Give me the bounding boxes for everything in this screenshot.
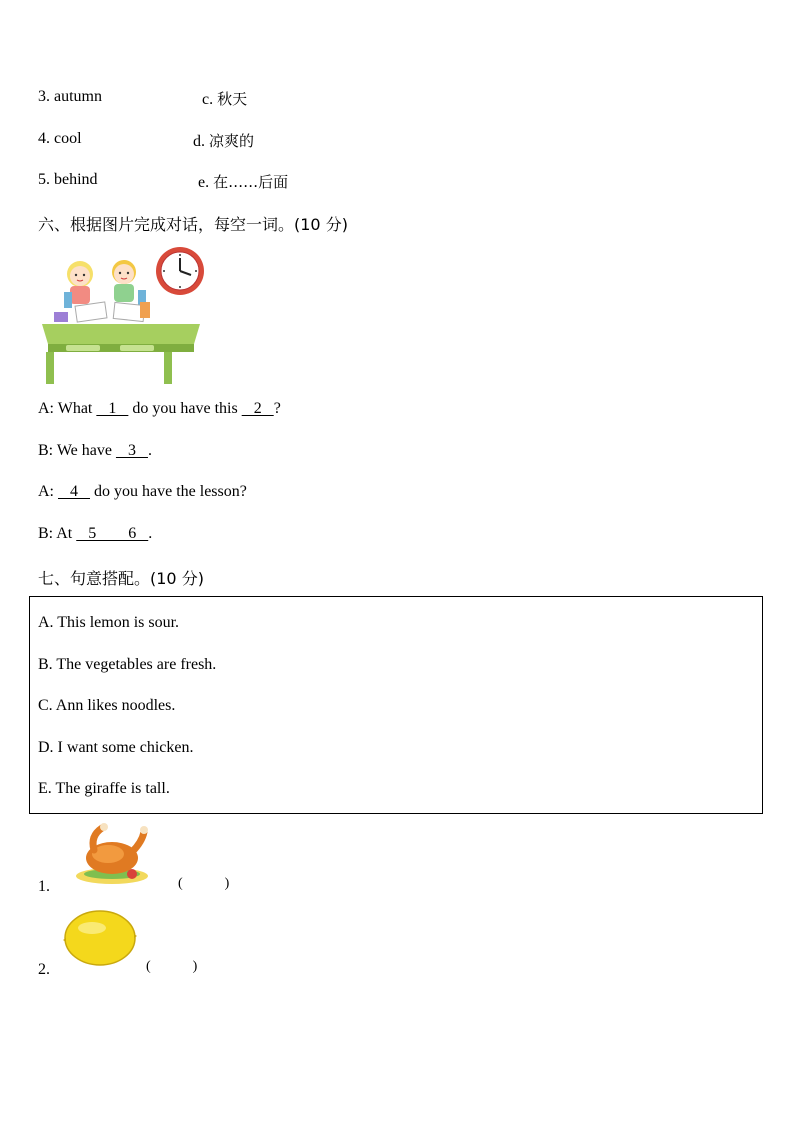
option-b: B. The vegetables are fresh.: [38, 656, 217, 673]
dialogue-text: A:: [38, 483, 58, 500]
dialogue-line-4: [38, 525, 152, 543]
dialogue-text: do you have the lesson?: [90, 483, 247, 500]
dialogue-text: do you have this: [128, 400, 242, 417]
desk: [42, 324, 200, 384]
vocab-meaning-label: c.: [202, 91, 214, 108]
blank-1[interactable]: 1: [96, 400, 129, 417]
roast-chicken-image: [74, 822, 150, 886]
dialogue-line-3: [38, 483, 247, 501]
vocab-word-4: 4. cool: [38, 130, 82, 147]
dialogue-text: B: At: [38, 525, 77, 542]
blank-4[interactable]: 4: [58, 483, 90, 500]
option-d: D. I want some chicken.: [38, 739, 194, 756]
section7-heading: 七、句意搭配。(10 分): [38, 569, 204, 588]
vocab-meaning-text: 秋天: [217, 90, 248, 108]
dialogue-text: .: [147, 442, 152, 459]
boy-figure: [112, 260, 136, 302]
vocab-meaning-text: 凉爽的: [209, 132, 255, 150]
option-a: A. This lemon is sour.: [38, 614, 180, 631]
vocab-word-5: 5. behind: [38, 171, 98, 188]
blank-5-6[interactable]: 5 6: [76, 525, 149, 542]
vocab-word-3: 3. autumn: [38, 88, 102, 105]
dialogue-text: .: [148, 525, 153, 542]
question-1-number: 1.: [38, 878, 50, 895]
dialogue-text: B: We have: [38, 442, 116, 459]
dialogue-text: A: What: [38, 400, 97, 417]
blank-3[interactable]: 3: [115, 442, 148, 459]
classroom-illustration: [36, 244, 208, 386]
dialogue-line-1: [38, 400, 281, 418]
vocab-meaning-e: [198, 171, 288, 192]
vocab-meaning-text: 在……后面: [213, 173, 289, 191]
option-e: E. The giraffe is tall.: [38, 780, 170, 797]
vocab-meaning-c: [202, 88, 247, 109]
vocab-meaning-d: [193, 130, 254, 151]
blank-2[interactable]: 2: [241, 400, 274, 417]
lemon-image: [62, 908, 138, 968]
question-2-number: 2.: [38, 961, 50, 978]
option-c: C. Ann likes noodles.: [38, 697, 176, 714]
dialogue-text: ?: [273, 400, 281, 417]
clock-icon: [156, 247, 204, 295]
question-1-answer-paren[interactable]: ( ): [178, 876, 230, 891]
section6-heading: 六、根据图片完成对话，每空一词。(10 分): [38, 215, 348, 234]
vocab-meaning-label: d.: [193, 133, 205, 150]
question-2-answer-paren[interactable]: ( ): [146, 959, 198, 974]
vocab-meaning-label: e.: [198, 174, 210, 191]
dialogue-line-2: [38, 442, 152, 460]
